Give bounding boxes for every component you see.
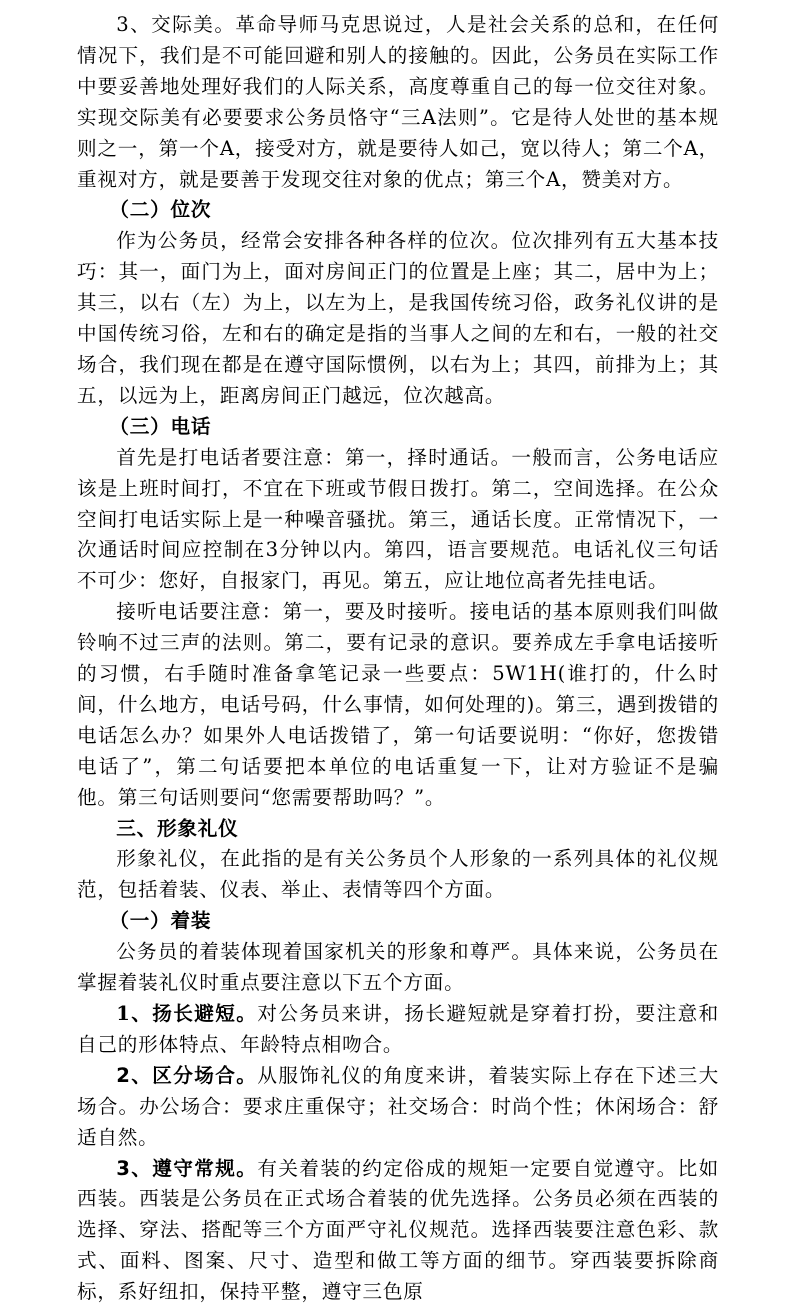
body-paragraph: 接听电话要注意：第一，要及时接听。接电话的基本原则我们叫做铃响不过三声的法则。第二，要有记录的意识。要养成左手拿电话接听的习惯，右手随时准备拿笔记录一些要点：5W1H(谁打的，什么时间，什么地方，电话号码，什么事情，如何处理的)。第三，遇到拨错的电话怎么办？如果外人电话拨错了，第一句话要说明：“你好，您拨错电话了”，第二句话要把本单位的电话重复一下，让对方验证不是骗他。第三句话则要问“您需要帮助吗？”。 (77, 600, 719, 809)
paragraph-lead: 3、遵守常规。 (116, 1156, 258, 1180)
numbered-paragraph (77, 999, 719, 1061)
body-paragraph: 3、交际美。革命导师马克思说过，人是社会关系的总和，在任何情况下，我们是不可能回避和别人的接触的。因此，公务员在实际工作中要妥善地处理好我们的人际关系，高度尊重自己的每一位交往对象。实现交际美有必要要求公务员恪守“三A法则”。它是待人处世的基本规则之一，第一个A，接受对方，就是要待人如己，宽以待人；第二个A，重视对方，就是要善于发现交往对象的优点；第三个A，赞美对方。 (77, 13, 719, 191)
paragraph-body: 对公务员来讲，扬长避短就是穿着打扮，要注意和自己的形体特点、年龄特点相吻合。 (77, 1002, 719, 1056)
paragraph-lead: 1、扬长避短。 (116, 1002, 258, 1025)
subsection-heading: （三）电话 (109, 414, 212, 438)
numbered-paragraph (77, 1154, 719, 1308)
paragraph-body: 从服饰礼仪的角度来讲，着装实际上存在下述三大场合。办公场合：要求庄重保守；社交场合：时尚个性；休闲场合：舒适自然。 (77, 1063, 719, 1149)
subsection-heading: （一）着装 (109, 909, 212, 933)
numbered-paragraph (77, 1061, 719, 1154)
section-heading: 三、形象礼仪 (116, 816, 239, 840)
body-paragraph: 形象礼仪，在此指的是有关公务员个人形象的一系列具体的礼仪规范，包括着装、仪表、举止、表情等四个方面。 (77, 847, 719, 902)
body-paragraph: 作为公务员，经常会安排各种各样的位次。位次排列有五大基本技巧：其一，面门为上，面对房间正门的位置是上座；其二，居中为上；其三，以右（左）为上，以左为上，是我国传统习俗，政务礼仪讲的是中国传统习俗，左和右的确定是指的当事人之间的左和右，一般的社交场合，我们现在都是在遵守国际惯例，以右为上；其四，前排为上；其五，以远为上，距离房间正门越远，位次越高。 (77, 229, 719, 407)
body-paragraph: 公务员的着装体现着国家机关的形象和尊严。具体来说，公务员在掌握着装礼仪时重点要注意以下五个方面。 (77, 940, 719, 995)
body-paragraph: 首先是打电话者要注意：第一，择时通话。一般而言，公务电话应该是上班时间打，不宜在下班或节假日拨打。第二，空间选择。在公众空间打电话实际上是一种噪音骚扰。第三，通话长度。正常情况下，一次通话时间应控制在3分钟以内。第四，语言要规范。电话礼仪三句话不可少：您好，自报家门，再见。第五，应让地位高者先挂电话。 (77, 445, 719, 593)
paragraph-lead: 2、区分场合。 (116, 1063, 258, 1087)
subsection-heading: （二）位次 (109, 198, 212, 222)
paragraph-body: 有关着装的约定俗成的规矩一定要自觉遵守。比如西装。西装是公务员在正式场合着装的优先选择。公务员必须在西装的选择、穿法、搭配等三个方面严守礼仪规范。选择西装要注意色彩、款式、面料、图案、尺寸、造型和做工等方面的细节。穿西装要拆除商标，系好纽扣，保持平整，遵守三色原 (77, 1156, 719, 1304)
